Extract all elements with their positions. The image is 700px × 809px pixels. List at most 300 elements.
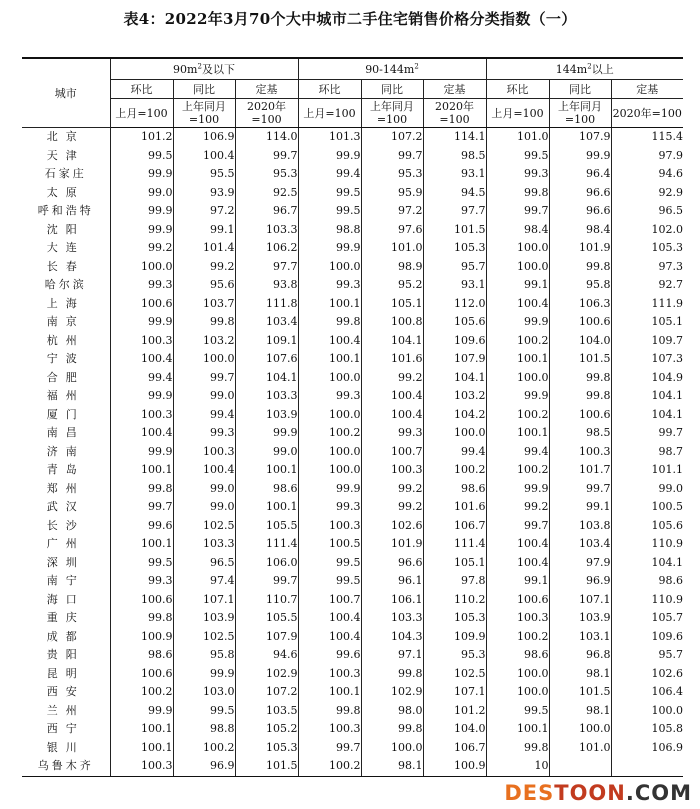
city-cell: 石家庄 xyxy=(22,165,110,184)
table-row xyxy=(22,221,683,240)
index-cell: 100.1 xyxy=(110,535,173,554)
index-cell: 100.3 xyxy=(549,443,611,462)
index-cell: 109.9 xyxy=(423,628,486,647)
index-cell: 100.6 xyxy=(549,406,611,425)
index-cell: 99.2 xyxy=(361,369,423,388)
index-cell: 102.6 xyxy=(651,666,683,680)
sub-header-mom: 环比 xyxy=(486,80,549,99)
index-cell: 99.3 xyxy=(173,424,235,443)
index-cell: 105.1 xyxy=(651,315,683,328)
index-cell: 101.9 xyxy=(361,535,423,554)
city-cell: 厦门 xyxy=(22,406,110,425)
table-row xyxy=(22,387,683,406)
table-row xyxy=(22,239,683,258)
index-cell: 99.1 xyxy=(549,498,611,517)
index-cell: 93.1 xyxy=(423,165,486,184)
sub-header-yoy: 同比 xyxy=(361,80,423,99)
index-cell: 99.9 xyxy=(110,221,173,240)
index-cell: 103.5 xyxy=(235,702,298,721)
index-cell: 100.2 xyxy=(486,406,549,425)
base-header-fixed: 2020年=100 xyxy=(423,99,486,128)
base-header-fixed: 2020年=100 xyxy=(611,99,683,128)
index-cell: 95.8 xyxy=(549,276,611,295)
index-cell: 99.2 xyxy=(361,480,423,499)
index-cell: 98.5 xyxy=(423,147,486,166)
table-row xyxy=(22,609,683,628)
index-cell: 100.2 xyxy=(486,332,549,351)
index-cell: 102.6 xyxy=(361,517,423,536)
table-row xyxy=(22,702,683,721)
index-cell: 106.7 xyxy=(423,739,486,758)
index-cell: 97.8 xyxy=(423,572,486,591)
index-cell: 95.3 xyxy=(423,646,486,665)
table-row xyxy=(22,202,683,221)
index-cell: 102.0 xyxy=(651,222,683,236)
index-cell: 105.5 xyxy=(235,517,298,536)
index-cell: 99.8 xyxy=(110,609,173,628)
index-cell: 105.2 xyxy=(235,720,298,739)
index-cell: 103.0 xyxy=(173,683,235,702)
index-cell: 106.7 xyxy=(423,517,486,536)
index-cell: 100.0 xyxy=(486,258,549,277)
city-cell: 南京 xyxy=(22,313,110,332)
index-cell: 102.9 xyxy=(361,683,423,702)
index-cell: 99.9 xyxy=(486,480,549,499)
index-cell: 101.7 xyxy=(549,461,611,480)
index-cell: 100.0 xyxy=(298,369,361,388)
city-cell: 银川 xyxy=(22,739,110,758)
index-cell: 107.2 xyxy=(235,683,298,702)
index-cell: 100.1 xyxy=(110,461,173,480)
index-cell: 98.6 xyxy=(423,480,486,499)
index-cell: 100.0 xyxy=(486,369,549,388)
index-cell: 98.6 xyxy=(110,646,173,665)
index-cell: 110.7 xyxy=(235,591,298,610)
city-cell: 海口 xyxy=(22,591,110,610)
city-cell: 重庆 xyxy=(22,609,110,628)
index-cell: 100.4 xyxy=(110,424,173,443)
index-cell: 106.0 xyxy=(235,554,298,573)
index-cell: 106.9 xyxy=(651,740,683,754)
index-cell: 105.1 xyxy=(423,554,486,573)
sub-header-fixed: 定基 xyxy=(423,80,486,99)
index-cell: 100.7 xyxy=(361,443,423,462)
index-cell: 97.3 xyxy=(658,259,683,273)
index-cell: 100.0 xyxy=(173,350,235,369)
index-cell: 99.7 xyxy=(361,147,423,166)
index-cell: 104.0 xyxy=(549,332,611,351)
index-cell: 100.3 xyxy=(361,461,423,480)
index-cell: 106.3 xyxy=(549,295,611,314)
index-cell: 99.9 xyxy=(173,665,235,684)
index-cell: 99.3 xyxy=(298,387,361,406)
index-cell: 102.9 xyxy=(235,665,298,684)
table-row xyxy=(22,443,683,462)
index-cell: 100.0 xyxy=(549,720,611,739)
table-row xyxy=(22,350,683,369)
table-row xyxy=(22,498,683,517)
index-cell: 102.5 xyxy=(173,628,235,647)
index-cell: 95.3 xyxy=(361,165,423,184)
index-cell: 100.0 xyxy=(110,258,173,277)
city-cell: 兰州 xyxy=(22,702,110,721)
index-cell: 100.2 xyxy=(298,757,361,776)
index-cell: 99.9 xyxy=(298,480,361,499)
index-cell: 99.5 xyxy=(298,202,361,221)
index-cell: 105.6 xyxy=(651,518,683,532)
index-cell: 104.1 xyxy=(235,369,298,388)
table-row xyxy=(22,572,683,591)
city-cell: 沈阳 xyxy=(22,221,110,240)
index-cell: 100.6 xyxy=(549,313,611,332)
index-cell: 95.2 xyxy=(361,276,423,295)
index-cell: 112.0 xyxy=(423,295,486,314)
index-cell: 98.4 xyxy=(549,221,611,240)
index-cell: 99.7 xyxy=(235,572,298,591)
city-cell: 贵阳 xyxy=(22,646,110,665)
index-cell: 100.6 xyxy=(110,591,173,610)
index-cell: 99.9 xyxy=(235,424,298,443)
base-header-yoy: 上年同月=100 xyxy=(173,99,235,128)
index-cell: 99.5 xyxy=(298,572,361,591)
index-cell: 100.4 xyxy=(361,406,423,425)
index-cell: 111.4 xyxy=(423,535,486,554)
index-cell: 101.3 xyxy=(298,128,361,147)
index-cell: 99.8 xyxy=(110,480,173,499)
header-group-row xyxy=(22,58,683,80)
index-cell: 100.4 xyxy=(486,554,549,573)
index-cell: 99.9 xyxy=(110,202,173,221)
index-cell: 99.8 xyxy=(361,720,423,739)
index-cell: 104.0 xyxy=(423,720,486,739)
index-cell: 100.3 xyxy=(110,406,173,425)
index-cell: 104.1 xyxy=(423,369,486,388)
index-cell: 93.9 xyxy=(173,184,235,203)
table-row xyxy=(22,665,683,684)
index-cell: 99.0 xyxy=(173,498,235,517)
sub-header-fixed: 定基 xyxy=(611,80,683,99)
table-row xyxy=(22,406,683,425)
group-header-medium: $90-144m^2$ xyxy=(298,58,486,80)
index-cell: 103.3 xyxy=(235,221,298,240)
index-cell: 99.7 xyxy=(549,480,611,499)
index-cell: 107.2 xyxy=(361,128,423,147)
index-cell: 99.1 xyxy=(486,276,549,295)
index-cell: 100.4 xyxy=(486,535,549,554)
table-row xyxy=(22,147,683,166)
index-cell: 93.8 xyxy=(235,276,298,295)
index-cell: 99.9 xyxy=(110,702,173,721)
index-cell: 107.9 xyxy=(549,128,611,147)
index-cell: 110.9 xyxy=(651,592,683,606)
index-cell: 100.0 xyxy=(298,461,361,480)
price-index-table xyxy=(22,57,683,777)
index-cell: 101.0 xyxy=(549,739,611,758)
index-cell: 100.1 xyxy=(235,498,298,517)
base-header-mom: 上月=100 xyxy=(298,99,361,128)
index-cell: 99.2 xyxy=(361,498,423,517)
index-cell: 105.3 xyxy=(651,241,683,254)
index-cell: 104.1 xyxy=(361,332,423,351)
index-cell: 98.1 xyxy=(361,757,423,776)
index-cell: 101.5 xyxy=(423,221,486,240)
index-cell: 104.3 xyxy=(361,628,423,647)
index-cell: 100.0 xyxy=(486,239,549,258)
index-cell: 94.6 xyxy=(658,167,683,180)
city-cell: 济南 xyxy=(22,443,110,462)
index-cell: 98.6 xyxy=(658,574,683,587)
index-cell: 100.1 xyxy=(486,350,549,369)
index-cell: 107.1 xyxy=(173,591,235,610)
table-body xyxy=(22,128,683,777)
table-row xyxy=(22,295,683,314)
table-row xyxy=(22,332,683,351)
index-cell: 100.0 xyxy=(298,258,361,277)
index-cell: 96.1 xyxy=(361,572,423,591)
index-cell: 109.6 xyxy=(651,629,683,643)
index-cell: 99.8 xyxy=(549,258,611,277)
index-cell: 101.2 xyxy=(110,128,173,147)
index-cell: 99.8 xyxy=(486,184,549,203)
index-cell: 101.9 xyxy=(549,239,611,258)
table-row xyxy=(22,313,683,332)
index-cell: 100.7 xyxy=(298,591,361,610)
index-cell: 103.2 xyxy=(173,332,235,351)
index-cell: 96.5 xyxy=(658,204,683,217)
index-cell: 96.6 xyxy=(549,184,611,203)
index-cell: 101.0 xyxy=(361,239,423,258)
index-cell: 97.6 xyxy=(361,221,423,240)
index-cell: 100.3 xyxy=(486,609,549,628)
index-cell: 100.3 xyxy=(110,332,173,351)
index-cell: 100.1 xyxy=(298,295,361,314)
city-cell: 南昌 xyxy=(22,424,110,443)
city-cell: 西宁 xyxy=(22,720,110,739)
index-cell: 100.3 xyxy=(110,757,173,776)
watermark-logo: DESTOON.COM xyxy=(504,781,692,805)
index-cell: 104.1 xyxy=(651,555,683,569)
index-cell: 99.4 xyxy=(298,165,361,184)
index-cell: 99.9 xyxy=(110,165,173,184)
index-cell: 105.5 xyxy=(235,609,298,628)
index-cell: 103.9 xyxy=(173,609,235,628)
table-row xyxy=(22,184,683,203)
index-cell: 100.4 xyxy=(110,350,173,369)
index-cell: 101.1 xyxy=(651,463,683,476)
index-cell: 99.0 xyxy=(235,443,298,462)
index-cell: 96.5 xyxy=(173,554,235,573)
index-cell: 100.0 xyxy=(486,683,549,702)
index-cell: 104.2 xyxy=(423,406,486,425)
base-header-fixed: 2020年=100 xyxy=(235,99,298,128)
base-header-mom: 上月=100 xyxy=(110,99,173,128)
index-cell: 97.9 xyxy=(549,554,611,573)
index-cell: 101.6 xyxy=(423,498,486,517)
index-cell: 100.6 xyxy=(110,295,173,314)
index-cell: 104.1 xyxy=(651,389,683,402)
index-cell: 97.9 xyxy=(658,148,683,162)
city-cell: 武汉 xyxy=(22,498,110,517)
table-title: 表4：2022年3月70个大中城市二手住宅销售价格分类指数（一） xyxy=(123,10,577,28)
index-cell: 109.6 xyxy=(423,332,486,351)
sub-header-yoy: 同比 xyxy=(549,80,611,99)
index-cell: 100.8 xyxy=(361,313,423,332)
index-cell: 101.2 xyxy=(423,702,486,721)
index-cell: 99.8 xyxy=(298,702,361,721)
index-cell: 99.3 xyxy=(110,572,173,591)
base-header-yoy: 上年同月=100 xyxy=(549,99,611,128)
index-cell: 100.4 xyxy=(173,147,235,166)
index-cell: 98.1 xyxy=(549,702,611,721)
index-cell: 107.1 xyxy=(549,591,611,610)
index-cell: 99.3 xyxy=(298,498,361,517)
index-cell: 99.8 xyxy=(361,665,423,684)
index-cell: 100.0 xyxy=(298,443,361,462)
index-cell: 95.7 xyxy=(658,648,683,661)
index-cell: 95.9 xyxy=(361,184,423,203)
index-cell: 99.8 xyxy=(549,387,611,406)
index-cell: 95.3 xyxy=(235,165,298,184)
index-cell: 97.2 xyxy=(173,202,235,221)
index-cell: 100.9 xyxy=(423,757,486,776)
index-cell: 100.4 xyxy=(298,628,361,647)
index-cell: 98.6 xyxy=(486,646,549,665)
index-cell: 100.0 xyxy=(651,703,683,717)
index-cell: 100.6 xyxy=(110,665,173,684)
index-cell: 100.2 xyxy=(486,461,549,480)
index-cell: 92.5 xyxy=(235,184,298,203)
index-cell: 99.9 xyxy=(110,443,173,462)
index-cell xyxy=(549,757,611,776)
index-cell: 94.5 xyxy=(423,184,486,203)
index-cell: 96.9 xyxy=(549,572,611,591)
index-cell: 101.6 xyxy=(361,350,423,369)
index-cell: 98.4 xyxy=(486,221,549,240)
group-header-small: $90m^2$及以下 xyxy=(110,58,298,80)
city-cell: 乌鲁木齐 xyxy=(22,757,110,776)
index-cell: 106.1 xyxy=(361,591,423,610)
city-header: 城市 xyxy=(22,58,110,128)
index-cell: 106.4 xyxy=(651,685,683,698)
city-cell: 西安 xyxy=(22,683,110,702)
index-cell: 99.4 xyxy=(110,369,173,388)
index-cell: 100.6 xyxy=(486,591,549,610)
group-header-large: $144m^2$以上 xyxy=(486,58,683,80)
table-row xyxy=(22,128,683,147)
index-cell: 99.7 xyxy=(110,498,173,517)
index-cell: 98.5 xyxy=(549,424,611,443)
table-row xyxy=(22,739,683,758)
table-row xyxy=(22,628,683,647)
city-cell: 青岛 xyxy=(22,461,110,480)
index-cell: 99.9 xyxy=(486,387,549,406)
table-row xyxy=(22,276,683,295)
city-cell: 福州 xyxy=(22,387,110,406)
sub-header-fixed: 定基 xyxy=(235,80,298,99)
index-cell: 103.7 xyxy=(173,295,235,314)
index-cell: 101.4 xyxy=(173,239,235,258)
index-cell: 109.7 xyxy=(651,333,683,347)
city-cell: 上海 xyxy=(22,295,110,314)
index-cell: 95.6 xyxy=(173,276,235,295)
city-cell: 南宁 xyxy=(22,572,110,591)
index-cell: 99.9 xyxy=(486,313,549,332)
index-cell: 99.7 xyxy=(486,202,549,221)
index-cell: 100.3 xyxy=(173,443,235,462)
city-cell: 太原 xyxy=(22,184,110,203)
index-cell: 114.0 xyxy=(235,128,298,147)
index-cell: 92.9 xyxy=(658,185,683,199)
index-cell: 103.9 xyxy=(549,609,611,628)
city-cell: 大连 xyxy=(22,239,110,258)
table-row xyxy=(22,720,683,739)
index-cell: 114.1 xyxy=(423,128,486,147)
index-cell: 96.6 xyxy=(549,202,611,221)
index-cell: 99.2 xyxy=(486,498,549,517)
table-row xyxy=(22,258,683,277)
index-cell: 101.5 xyxy=(549,683,611,702)
sub-header-mom: 环比 xyxy=(110,80,173,99)
city-cell: 杭州 xyxy=(22,332,110,351)
table-row xyxy=(22,424,683,443)
index-cell: 111.4 xyxy=(235,535,298,554)
index-cell: 107.6 xyxy=(235,350,298,369)
index-cell: 105.6 xyxy=(423,313,486,332)
index-cell: 99.1 xyxy=(486,572,549,591)
city-cell: 广州 xyxy=(22,535,110,554)
index-cell: 100.0 xyxy=(298,406,361,425)
table-row xyxy=(22,554,683,573)
index-cell: 99.8 xyxy=(549,369,611,388)
index-cell: 97.4 xyxy=(173,572,235,591)
index-cell: 95.7 xyxy=(423,258,486,277)
index-cell: 99.7 xyxy=(486,517,549,536)
table-row xyxy=(22,757,683,776)
table-row xyxy=(22,646,683,665)
index-cell: 98.6 xyxy=(235,480,298,499)
index-cell: 99.3 xyxy=(298,276,361,295)
header-sub-row xyxy=(22,80,683,99)
index-cell: 99.5 xyxy=(110,147,173,166)
index-cell: 99.4 xyxy=(173,406,235,425)
table-row xyxy=(22,461,683,480)
index-cell: 99.4 xyxy=(486,443,549,462)
index-cell: 99.3 xyxy=(361,424,423,443)
index-cell: 99.9 xyxy=(110,387,173,406)
index-cell: 110.2 xyxy=(423,591,486,610)
index-cell: 110.9 xyxy=(651,537,683,550)
index-cell: 99.7 xyxy=(658,426,683,439)
base-header-mom: 上月=100 xyxy=(486,99,549,128)
index-cell: 97.2 xyxy=(361,202,423,221)
index-cell: 99.7 xyxy=(298,739,361,758)
index-cell: 103.9 xyxy=(235,406,298,425)
index-cell: 105.7 xyxy=(651,611,683,624)
index-cell: 100.1 xyxy=(235,461,298,480)
index-cell: 99.9 xyxy=(298,147,361,166)
index-cell: 100.1 xyxy=(298,350,361,369)
index-cell: 100.0 xyxy=(361,739,423,758)
index-cell: 99.5 xyxy=(486,147,549,166)
index-cell: 100.1 xyxy=(110,739,173,758)
index-cell: 99.9 xyxy=(298,239,361,258)
index-cell: 99.8 xyxy=(298,313,361,332)
index-cell: 100.2 xyxy=(486,628,549,647)
index-cell: 100.1 xyxy=(486,720,549,739)
index-cell: 100.1 xyxy=(298,683,361,702)
index-cell: 103.1 xyxy=(549,628,611,647)
index-cell: 98.0 xyxy=(361,702,423,721)
